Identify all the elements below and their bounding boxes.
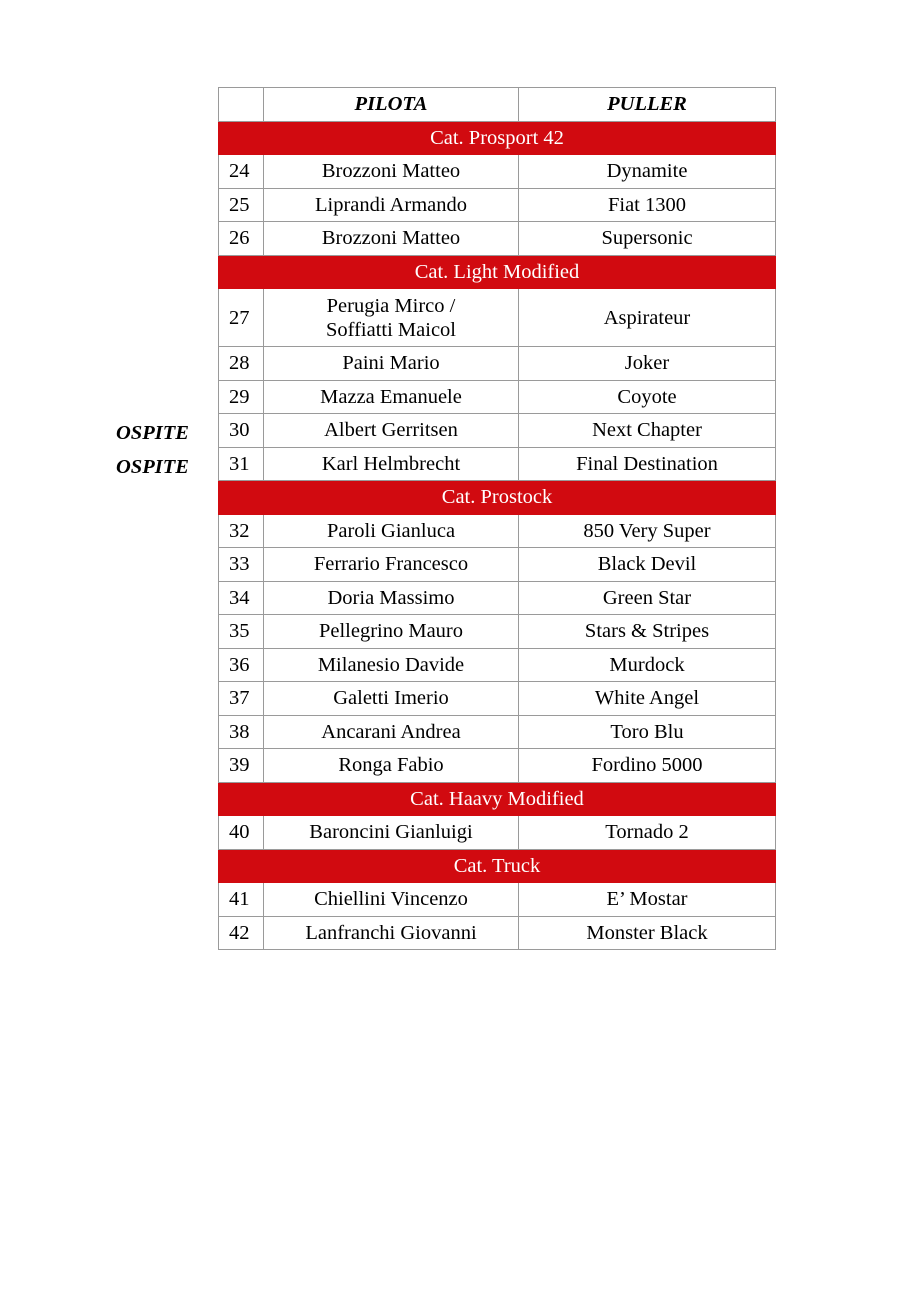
puller-name: Fordino 5000 [519,749,776,783]
pilot-name: Baroncini Gianluigi [264,816,519,850]
pilot-name: Milanesio Davide [264,648,519,682]
pilot-name [264,289,519,347]
category-title: Cat. Prosport 42 [219,121,776,155]
category-row-heavy-modified [219,782,776,816]
puller-name: Final Destination [519,447,776,481]
table-row [219,883,776,917]
header-pilot: PILOTA [264,88,519,122]
pilot-name: Ancarani Andrea [264,715,519,749]
row-number: 25 [219,188,264,222]
table-row [219,648,776,682]
pilot-name: Chiellini Vincenzo [264,883,519,917]
pilot-name: Ronga Fabio [264,749,519,783]
puller-name: E’ Mostar [519,883,776,917]
pilot-name: Paroli Gianluca [264,514,519,548]
puller-name: Joker [519,347,776,381]
category-row-truck [219,849,776,883]
guest-label-row-31: OSPITE [116,456,189,478]
row-number: 42 [219,916,264,950]
table-row [219,749,776,783]
header-num [219,88,264,122]
pilot-name: Albert Gerritsen [264,414,519,448]
pilot-name: Paini Mario [264,347,519,381]
row-number: 32 [219,514,264,548]
row-number: 31 [219,447,264,481]
category-row-prostock [219,481,776,515]
row-number: 28 [219,347,264,381]
table-row [219,447,776,481]
puller-name: Coyote [519,380,776,414]
pilot-name: Karl Helmbrecht [264,447,519,481]
row-number: 35 [219,615,264,649]
roster-table [218,87,776,950]
table-row [219,347,776,381]
pilot-name: Brozzoni Matteo [264,222,519,256]
puller-name: Monster Black [519,916,776,950]
puller-name: Fiat 1300 [519,188,776,222]
table-row [219,155,776,189]
row-number: 29 [219,380,264,414]
table-row [219,380,776,414]
puller-name: Stars & Stripes [519,615,776,649]
row-number: 30 [219,414,264,448]
table-row [219,916,776,950]
pilot-name: Pellegrino Mauro [264,615,519,649]
row-number: 34 [219,581,264,615]
puller-name: Tornado 2 [519,816,776,850]
category-row-prosport-42 [219,121,776,155]
pilot-name-line-1: Perugia Mirco / [326,294,456,317]
pilot-name-line-2: Soffiatti Maicol [325,318,456,341]
table-row [219,222,776,256]
puller-name: Supersonic [519,222,776,256]
puller-name: White Angel [519,682,776,716]
table-row [219,188,776,222]
category-row-light-modified [219,255,776,289]
table-row [219,548,776,582]
pilot-name: Doria Massimo [264,581,519,615]
row-number: 41 [219,883,264,917]
puller-name: Dynamite [519,155,776,189]
table-row [219,289,776,347]
puller-name: Murdock [519,648,776,682]
pilot-name: Galetti Imerio [264,682,519,716]
puller-name: 850 Very Super [519,514,776,548]
row-number: 33 [219,548,264,582]
pilot-name: Ferrario Francesco [264,548,519,582]
category-title: Cat. Light Modified [219,255,776,289]
row-number: 40 [219,816,264,850]
table-row [219,414,776,448]
row-number: 36 [219,648,264,682]
category-title: Cat. Prostock [219,481,776,515]
row-number: 24 [219,155,264,189]
pilot-name: Brozzoni Matteo [264,155,519,189]
table-row [219,514,776,548]
table-row [219,615,776,649]
row-number: 27 [219,289,264,347]
table-row [219,682,776,716]
table-row [219,715,776,749]
category-title: Cat. Truck [219,849,776,883]
pilot-name: Liprandi Armando [264,188,519,222]
category-title: Cat. Haavy Modified [219,782,776,816]
puller-name: Next Chapter [519,414,776,448]
table-row [219,581,776,615]
pilot-name: Mazza Emanuele [264,380,519,414]
row-number: 37 [219,682,264,716]
row-number: 38 [219,715,264,749]
puller-name: Aspirateur [519,289,776,347]
puller-name: Black Devil [519,548,776,582]
row-number: 39 [219,749,264,783]
header-puller: PULLER [519,88,776,122]
puller-name: Green Star [519,581,776,615]
guest-label-row-30: OSPITE [116,422,189,444]
pilot-name: Lanfranchi Giovanni [264,916,519,950]
header-row [219,88,776,122]
puller-name: Toro Blu [519,715,776,749]
row-number: 26 [219,222,264,256]
table-row [219,816,776,850]
